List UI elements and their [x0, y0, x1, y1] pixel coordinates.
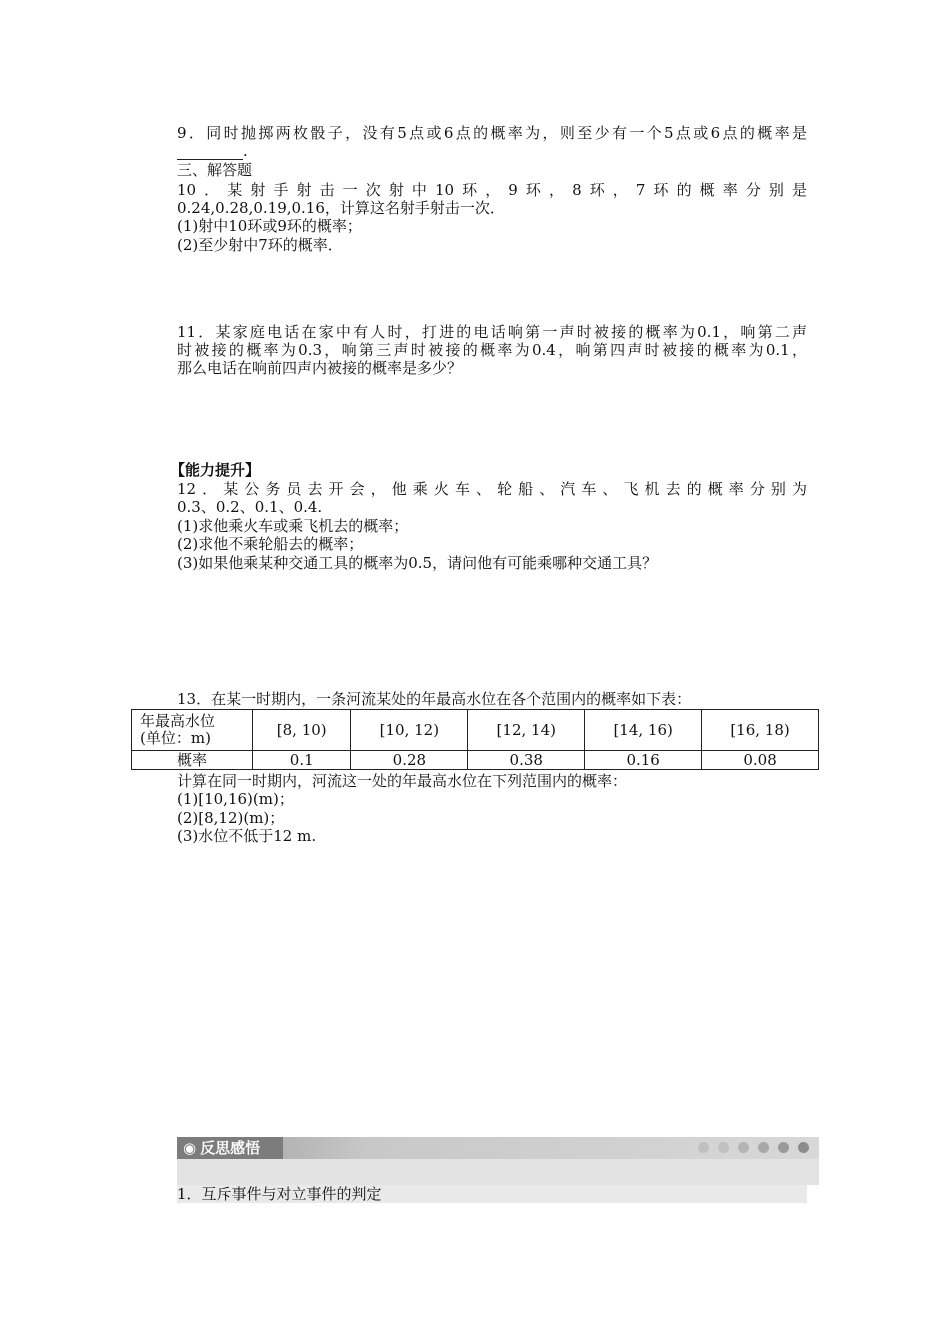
table-cell-range: [10, 12)	[351, 710, 468, 751]
table-cell-range: [12, 14)	[468, 710, 585, 751]
table-header-cell	[132, 710, 253, 751]
reflection-tab	[177, 1137, 283, 1159]
table-cell-range: [14, 16)	[585, 710, 702, 751]
table-head-line-1: 年最高水位	[140, 712, 216, 730]
reflection-band	[177, 1159, 819, 1185]
dot-icon	[718, 1142, 729, 1153]
question-13-intro: 13．在某一时期内，一条河流某处的年最高水位在各个范围内的概率如下表：	[177, 690, 692, 708]
table-cell-prob: 0.38	[468, 751, 585, 770]
question-12-sub-2: (2)求他不乘轮船去的概率；	[177, 535, 364, 553]
question-10-line-2: 0.24,0.28,0.19,0.16，计算这名射手射击一次．	[177, 199, 505, 217]
reflection-title: 反思感悟	[200, 1139, 261, 1157]
question-9-end: .	[243, 142, 248, 160]
dot-icon	[738, 1142, 749, 1153]
dot-icon	[698, 1142, 709, 1153]
question-11-line-3: 那么电话在响前四声内被接的概率是多少？	[177, 359, 463, 377]
question-11-line-1: 11．某家庭电话在家中有人时，打进的电话响第一声时被接的概率为0.1，响第二声	[177, 323, 807, 341]
section-3-heading: 三、解答题	[177, 161, 253, 179]
question-10-line-1: 10．某射手射击一次射中10环，9环，8环，7环的概率分别是	[177, 181, 807, 199]
table-row	[132, 710, 819, 751]
question-11-line-2: 时被接的概率为0.3，响第三声时被接的概率为0.4，响第四声时被接的概率为0.1，	[177, 341, 807, 359]
table-cell-range: [16, 18)	[702, 710, 819, 751]
question-10-sub-1: (1)射中10环或9环的概率；	[177, 217, 362, 235]
target-circle-icon: ◉	[183, 1139, 197, 1157]
reflection-item-1: 1．互斥事件与对立事件的判定	[177, 1185, 807, 1203]
question-13-sub-3: (3)水位不低于12 m.	[177, 827, 317, 845]
question-10-sub-2: (2)至少射中7环的概率．	[177, 236, 343, 254]
table-cell-range: [8, 10)	[253, 710, 351, 751]
question-12-sub-1: (1)求他乘火车或乘飞机去的概率；	[177, 517, 409, 535]
table-row	[132, 751, 819, 770]
dot-icon	[798, 1142, 809, 1153]
dot-icon	[778, 1142, 789, 1153]
table-cell-prob: 0.28	[351, 751, 468, 770]
question-9-answer-line	[177, 142, 248, 160]
table-head-line-2: (单位：m)	[140, 729, 211, 747]
question-12-line-2: 0.3、0.2、0.1、0.4.	[177, 498, 323, 516]
question-13-after: 计算在同一时期内，河流这一处的年最高水位在下列范围内的概率：	[177, 772, 628, 790]
table-cell-prob: 0.08	[702, 751, 819, 770]
reflection-header-bar	[177, 1137, 819, 1159]
question-12-line-1: 12．某公务员去开会，他乘火车、轮船、汽车、飞机去的概率分别为	[177, 480, 807, 498]
question-13-sub-1: (1)[10,16)(m)；	[177, 790, 294, 808]
water-level-table	[131, 709, 819, 770]
ability-heading: 【能力提升】	[170, 461, 261, 479]
table-cell-prob: 0.1	[253, 751, 351, 770]
question-13-sub-2: (2)[8,12)(m)；	[177, 809, 285, 827]
answer-blank[interactable]	[177, 145, 243, 160]
table-cell-prob: 0.16	[585, 751, 702, 770]
question-12-sub-3: (3)如果他乘某种交通工具的概率为0.5，请问他有可能乘哪种交通工具？	[177, 554, 658, 572]
decorative-dots	[698, 1142, 809, 1153]
question-9-text: 9．同时抛掷两枚骰子，没有5点或6点的概率为，则至少有一个5点或6点的概率是	[177, 124, 807, 142]
table-cell-prob-label: 概率	[132, 751, 253, 770]
dot-icon	[758, 1142, 769, 1153]
